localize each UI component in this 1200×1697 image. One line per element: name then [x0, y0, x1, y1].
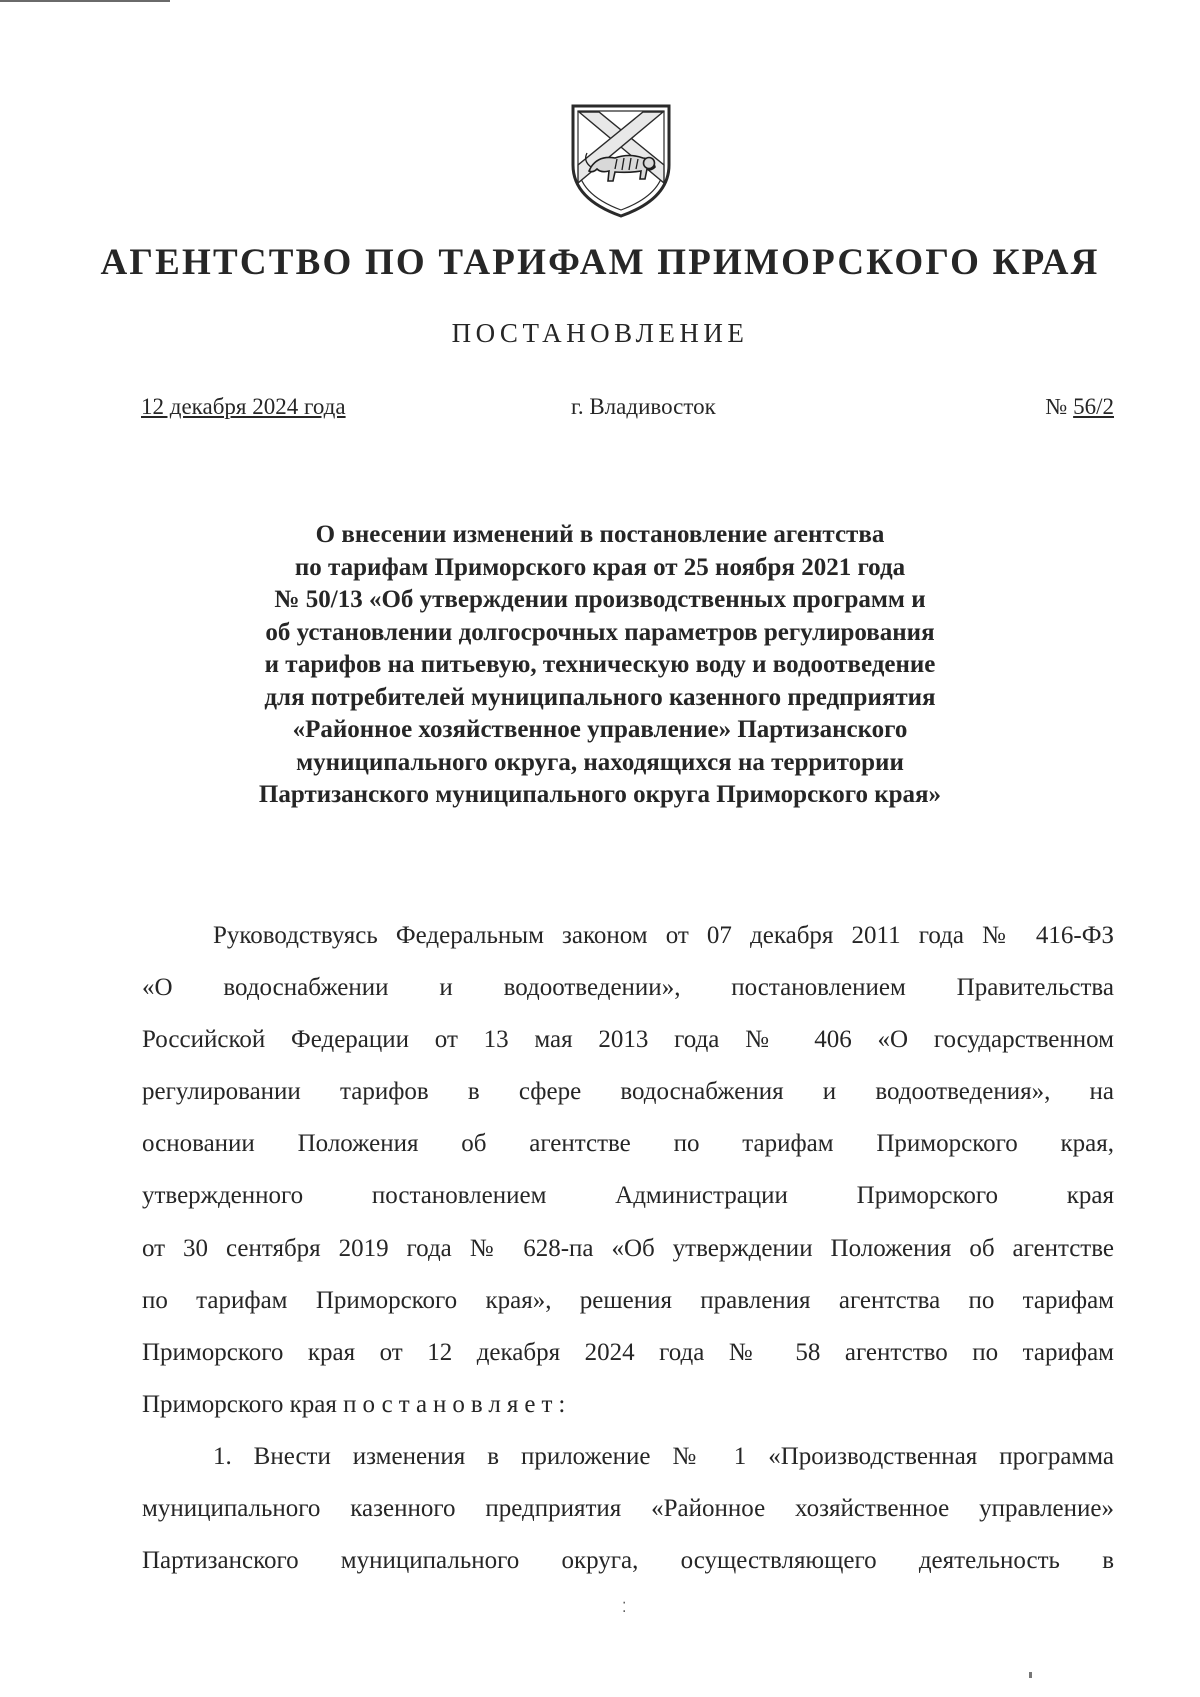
body-line: регулировании тарифов в сфере водоснабжения и водоотведения», на — [142, 1078, 1114, 1106]
title-line: по тарифам Приморского края от 25 ноября 2021 года — [294, 553, 906, 581]
resolution-lead: Приморского края — [142, 1390, 337, 1418]
agency-name: АГЕНТСТВО ПО ТАРИФАМ ПРИМОРСКОГО КРАЯ — [100, 242, 1100, 283]
item-line: Партизанского муниципального округа, осуществляющего деятельность в — [142, 1547, 1114, 1575]
title-line: «Районное хозяйственное управление» Партизанского — [292, 716, 908, 743]
primorsky-coat-of-arms-icon — [569, 103, 673, 219]
title-line: О внесении изменений в постановление агентства — [315, 521, 885, 548]
number-prefix: № — [1045, 394, 1068, 419]
document-body — [142, 910, 1114, 1587]
body-line: Руководствуясь Федеральным законом от 07 декабря 2011 года № 416-ФЗ — [213, 922, 1114, 949]
resolution-tail: : — [558, 1390, 566, 1418]
body-line: от 30 сентября 2019 года № 628-па «Об утверждении Положения об агентстве — [142, 1234, 1114, 1262]
title-line: об установлении долгосрочных параметров регулирования — [265, 618, 935, 646]
document-city: г. Владивосток — [571, 394, 716, 419]
title-line: муниципального округа, находящихся на территории — [296, 748, 904, 776]
item-line: муниципального казенного предприятия «Районное хозяйственное управление» — [142, 1495, 1114, 1523]
title-line: Партизанского муниципального округа Приморского края» — [258, 781, 942, 808]
scan-edge-mark — [0, 0, 170, 2]
body-line: утвержденного постановлением Администрации Приморского края — [142, 1182, 1114, 1210]
body-line: основании Положения об агентстве по тарифам Приморского края, — [142, 1130, 1114, 1158]
title-line: и тарифов на питьевую, техническую воду и водоотведение — [264, 651, 936, 678]
body-line: по тарифам Приморского края», решения правления агентства по тарифам — [142, 1286, 1114, 1314]
body-line: «О водоснабжении и водоотведении», постановлением Правительства — [142, 974, 1114, 1002]
document-date: 12 декабря 2024 года — [141, 394, 346, 419]
scan-corner-mark — [1029, 1672, 1032, 1678]
item-line: 1. Внести изменения в приложение № 1 «Производственная программа — [213, 1442, 1114, 1470]
scan-dot-mark: ⁚ — [622, 1601, 627, 1616]
body-line: Приморского края от 12 декабря 2024 года № 58 агентство по тарифам — [142, 1338, 1114, 1366]
resolution-word: постановляет — [343, 1390, 559, 1418]
body-line: Российской Федерации от 13 мая 2013 года № 406 «О государственном — [142, 1026, 1114, 1054]
number-value: 56/2 — [1073, 394, 1114, 419]
document-title — [150, 519, 1050, 812]
title-line: № 50/13 «Об утверждении производственных программ и — [274, 586, 926, 613]
document-number — [1045, 394, 1114, 420]
document-type: ПОСТАНОВЛЕНИЕ — [451, 318, 749, 348]
title-line: для потребителей муниципального казенного предприятия — [264, 683, 936, 711]
resolution-line — [142, 1379, 1114, 1431]
